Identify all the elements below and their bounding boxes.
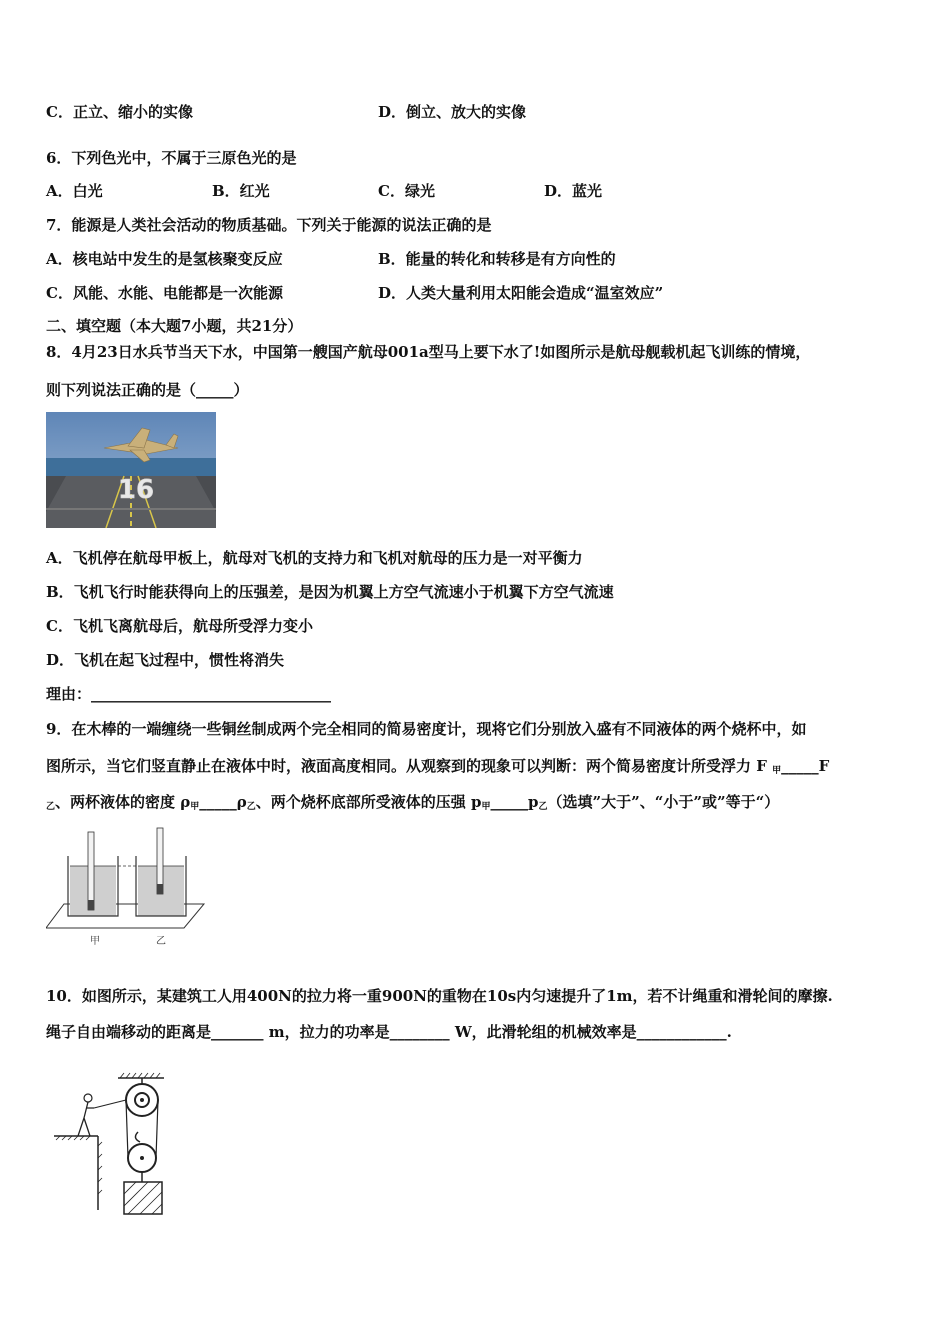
pulley-figure [52, 1070, 182, 1218]
q6-option-b: B．红光 [212, 182, 270, 200]
q7-option-c: C．风能、水能、电能都是一次能源 [46, 284, 283, 302]
label-yi: 乙 [156, 936, 166, 947]
q6-stem: 6．下列色光中，不属于三原色光的是 [46, 149, 297, 167]
q8-option-d: D．飞机在起飞过程中，惯性将消失 [46, 651, 285, 669]
q8-stem-line2: 则下列说法正确的是（_____） [46, 381, 249, 399]
q7-option-a: A．核电站中发生的是氢核聚变反应 [46, 250, 283, 268]
q10-line1: 10．如图所示，某建筑工人用400N的拉力将一重900N的重物在10s内匀速提升了1m，若不计绳重和滑轮间的摩擦. [46, 987, 833, 1005]
q7-option-d: D．人类大量利用太阳能会造成“温室效应” [378, 284, 664, 302]
q9-line1: 9．在木棒的一端缠绕一些铜丝制成两个完全相同的简易密度计，现将它们分别放入盛有不同液体的两个烧杯中，如 [46, 720, 807, 738]
q6-option-d: D．蓝光 [544, 182, 603, 200]
carrier-jet-photo [46, 412, 216, 528]
q5-option-d: D．倒立、放大的实像 [378, 103, 527, 121]
q8-reason: 理由：________________________________ [46, 685, 332, 703]
q8-option-b: B．飞机飞行时能获得向上的压强差，是因为机翼上方空气流速小于机翼下方空气流速 [46, 583, 614, 601]
q10-line2: 绳子自由端移动的距离是_______ m，拉力的功率是________ W，此滑轮组的机械效率是____________. [46, 1023, 732, 1041]
q7-stem: 7．能源是人类社会活动的物质基础。下列关于能源的说法正确的是 [46, 216, 492, 234]
q8-option-a: A．飞机停在航母甲板上，航母对飞机的支持力和飞机对航母的压力是一对平衡力 [46, 549, 583, 567]
q7-option-b: B．能量的转化和转移是有方向性的 [378, 250, 616, 268]
deck-number: 16 [117, 475, 155, 505]
q8-stem-line1: 8．4月23日水兵节当天下水，中国第一艘国产航母001a型马上要下水了!如图所示是航母舰载机起飞训练的情境， [46, 343, 811, 361]
q5-option-c: C．正立、缩小的实像 [46, 103, 193, 121]
q6-option-c: C．绿光 [378, 182, 435, 200]
q6-option-a: A．白光 [46, 182, 103, 200]
section-heading: 二、填空题（本大题7小题，共21分） [46, 317, 303, 335]
label-jia: 甲 [90, 936, 100, 947]
q8-option-c: C．飞机飞离航母后，航母所受浮力变小 [46, 617, 313, 635]
q9-line2: 图所示，当它们竖直静止在液体中时，液面高度相同。从观察到的现象可以判断：两个简易密度计所受浮力 F $_甲$_____F [46, 757, 830, 776]
q9-line3: $_乙$、两杯液体的密度 $\rho_甲\_\_\_\_\_\rho_乙$、两个烧杯底部所受液体的压强 $p_甲\_\_\_\_\_p_乙$（选填”大于”、“小于”或”等于“） [46, 793, 780, 812]
beakers-figure [46, 826, 206, 950]
